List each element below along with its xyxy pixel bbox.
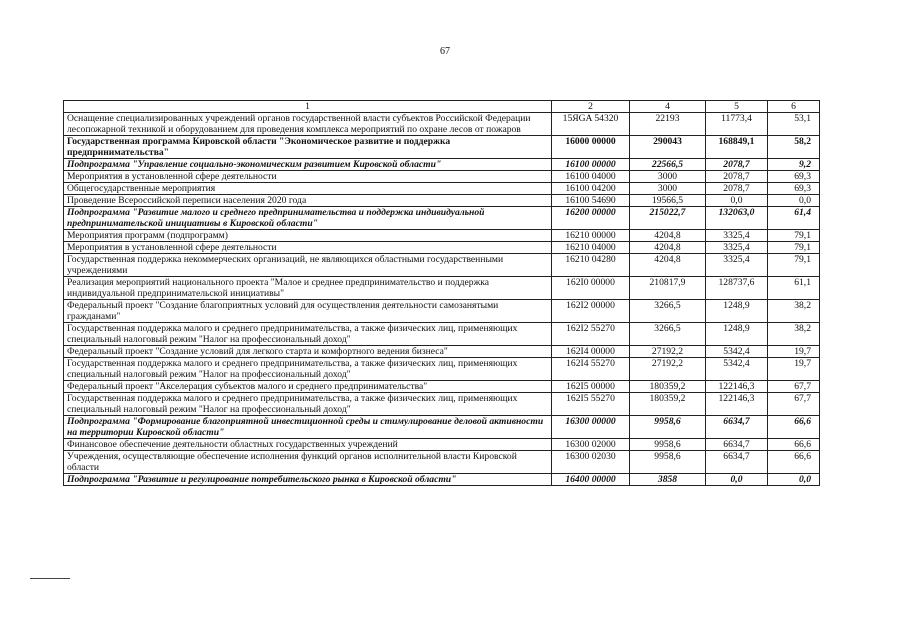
row-plan-cell: 4204,8 <box>630 242 706 254</box>
row-code-cell: 162I4 00000 <box>552 346 630 358</box>
row-percent-cell: 38,2 <box>768 300 820 323</box>
row-plan-cell: 3266,5 <box>630 323 706 346</box>
row-plan-cell: 27192,2 <box>630 346 706 358</box>
row-actual-cell: 1248,9 <box>706 300 768 323</box>
row-percent-cell: 79,1 <box>768 230 820 242</box>
row-plan-cell: 9958,6 <box>630 439 706 451</box>
row-plan-cell: 4204,8 <box>630 254 706 277</box>
row-actual-cell: 122146,3 <box>706 393 768 416</box>
row-name-cell: Подпрограмма "Развитие малого и среднего предпринимательства и поддержка индивидуальной предпринимательской инициативы в Кировской области" <box>64 207 552 230</box>
row-code-cell: 16100 04000 <box>552 171 630 183</box>
row-actual-cell: 5342,4 <box>706 346 768 358</box>
table-row <box>64 230 820 242</box>
table-row <box>64 254 820 277</box>
row-plan-cell: 9958,6 <box>630 416 706 439</box>
row-percent-cell: 67,7 <box>768 393 820 416</box>
row-percent-cell: 61,1 <box>768 277 820 300</box>
row-actual-cell: 11773,4 <box>706 113 768 136</box>
row-plan-cell: 22193 <box>630 113 706 136</box>
row-actual-cell: 3325,4 <box>706 242 768 254</box>
row-percent-cell: 0,0 <box>768 195 820 207</box>
row-name-cell: Федеральный проект "Создание благоприятных условий для осуществления деятельности самозанятыми гражданами" <box>64 300 552 323</box>
row-code-cell: 16300 02030 <box>552 451 630 474</box>
table-row <box>64 159 820 171</box>
row-plan-cell: 27192,2 <box>630 358 706 381</box>
row-code-cell: 162I2 55270 <box>552 323 630 346</box>
row-percent-cell: 69,3 <box>768 183 820 195</box>
header-col-2: 2 <box>552 101 630 113</box>
row-percent-cell: 69,3 <box>768 171 820 183</box>
row-plan-cell: 22566,5 <box>630 159 706 171</box>
row-plan-cell: 19566,5 <box>630 195 706 207</box>
row-name-cell: Подпрограмма "Управление социально-экономическим развитием Кировской области" <box>64 159 552 171</box>
row-actual-cell: 122146,3 <box>706 381 768 393</box>
row-code-cell: 162I5 55270 <box>552 393 630 416</box>
table-row <box>64 300 820 323</box>
table-row <box>64 207 820 230</box>
row-code-cell: 16400 00000 <box>552 474 630 486</box>
row-actual-cell: 2078,7 <box>706 171 768 183</box>
table-row <box>64 474 820 486</box>
row-percent-cell: 38,2 <box>768 323 820 346</box>
row-actual-cell: 2078,7 <box>706 183 768 195</box>
row-code-cell: 16200 00000 <box>552 207 630 230</box>
row-actual-cell: 6634,7 <box>706 451 768 474</box>
header-col-4: 4 <box>630 101 706 113</box>
row-percent-cell: 66,6 <box>768 416 820 439</box>
row-name-cell: Общегосударственные мероприятия <box>64 183 552 195</box>
row-plan-cell: 3858 <box>630 474 706 486</box>
row-name-cell: Мероприятия в установленной сфере деятельности <box>64 242 552 254</box>
table-row <box>64 136 820 159</box>
header-col-1: 1 <box>64 101 552 113</box>
row-name-cell: Государственная программа Кировской области "Экономическое развитие и поддержка предпринимательства" <box>64 136 552 159</box>
row-code-cell: 16210 04000 <box>552 242 630 254</box>
row-actual-cell: 132063,0 <box>706 207 768 230</box>
table-header-row <box>64 101 820 113</box>
row-actual-cell: 2078,7 <box>706 159 768 171</box>
row-plan-cell: 180359,2 <box>630 381 706 393</box>
table-row <box>64 113 820 136</box>
row-name-cell: Финансовое обеспечение деятельности областных государственных учреждений <box>64 439 552 451</box>
row-code-cell: 162I0 00000 <box>552 277 630 300</box>
row-code-cell: 16300 00000 <box>552 416 630 439</box>
row-name-cell: Государственная поддержка малого и среднего предпринимательства, а также физических лиц, применяющих специальный налоговый режим "Налог на профессиональный доход" <box>64 323 552 346</box>
header-col-6: 6 <box>768 101 820 113</box>
row-plan-cell: 290043 <box>630 136 706 159</box>
row-percent-cell: 61,4 <box>768 207 820 230</box>
row-plan-cell: 3266,5 <box>630 300 706 323</box>
row-name-cell: Мероприятия в установленной сфере деятельности <box>64 171 552 183</box>
row-actual-cell: 6634,7 <box>706 416 768 439</box>
table-row <box>64 393 820 416</box>
row-name-cell: Государственная поддержка малого и среднего предпринимательства, а также физических лиц, применяющих специальный налоговый режим "Налог на профессиональный доход" <box>64 393 552 416</box>
row-actual-cell: 0,0 <box>706 195 768 207</box>
table-row <box>64 183 820 195</box>
row-actual-cell: 168849,1 <box>706 136 768 159</box>
header-col-5: 5 <box>706 101 768 113</box>
row-name-cell: Подпрограмма "Развитие и регулирование потребительского рынка в Кировской области" <box>64 474 552 486</box>
row-code-cell: 16300 02000 <box>552 439 630 451</box>
row-code-cell: 16100 54690 <box>552 195 630 207</box>
row-plan-cell: 3000 <box>630 171 706 183</box>
table-row <box>64 358 820 381</box>
margin-mark <box>30 578 70 579</box>
page-number: 67 <box>440 46 450 57</box>
table-row <box>64 451 820 474</box>
table-row <box>64 195 820 207</box>
row-code-cell: 162I5 00000 <box>552 381 630 393</box>
row-percent-cell: 19,7 <box>768 346 820 358</box>
row-actual-cell: 6634,7 <box>706 439 768 451</box>
table-row <box>64 439 820 451</box>
row-code-cell: 162I4 55270 <box>552 358 630 381</box>
row-percent-cell: 9,2 <box>768 159 820 171</box>
row-name-cell: Федеральный проект "Акселерация субъектов малого и среднего предпринимательства" <box>64 381 552 393</box>
row-plan-cell: 9958,6 <box>630 451 706 474</box>
table-row <box>64 416 820 439</box>
row-actual-cell: 5342,4 <box>706 358 768 381</box>
row-actual-cell: 0,0 <box>706 474 768 486</box>
row-percent-cell: 66,6 <box>768 439 820 451</box>
row-code-cell: 16000 00000 <box>552 136 630 159</box>
row-actual-cell: 3325,4 <box>706 254 768 277</box>
row-percent-cell: 58,2 <box>768 136 820 159</box>
row-plan-cell: 215022,7 <box>630 207 706 230</box>
row-percent-cell: 0,0 <box>768 474 820 486</box>
row-plan-cell: 3000 <box>630 183 706 195</box>
row-code-cell: 16210 04280 <box>552 254 630 277</box>
row-actual-cell: 1248,9 <box>706 323 768 346</box>
row-name-cell: Мероприятия программ (подпрограмм) <box>64 230 552 242</box>
table-row <box>64 242 820 254</box>
table-row <box>64 323 820 346</box>
row-percent-cell: 79,1 <box>768 254 820 277</box>
row-code-cell: 16100 00000 <box>552 159 630 171</box>
table-row <box>64 346 820 358</box>
row-percent-cell: 79,1 <box>768 242 820 254</box>
table-row <box>64 171 820 183</box>
row-plan-cell: 210817,9 <box>630 277 706 300</box>
row-name-cell: Реализация мероприятий национального проекта "Малое и среднее предпринимательство и поддержка индивидуальной предпринимательской инициативы" <box>64 277 552 300</box>
row-code-cell: 16100 04200 <box>552 183 630 195</box>
row-percent-cell: 19,7 <box>768 358 820 381</box>
row-actual-cell: 128737,6 <box>706 277 768 300</box>
row-percent-cell: 53,1 <box>768 113 820 136</box>
budget-table <box>63 100 820 486</box>
row-code-cell: 16210 00000 <box>552 230 630 242</box>
table-row <box>64 277 820 300</box>
row-plan-cell: 4204,8 <box>630 230 706 242</box>
table-body <box>64 113 820 486</box>
row-code-cell: 162I2 00000 <box>552 300 630 323</box>
row-actual-cell: 3325,4 <box>706 230 768 242</box>
table-row <box>64 381 820 393</box>
row-name-cell: Подпрограмма "Формирование благоприятной инвестиционной среды и стимулирование деловой активности на территории Кировской области" <box>64 416 552 439</box>
row-name-cell: Проведение Всероссийской переписи населения 2020 года <box>64 195 552 207</box>
row-name-cell: Оснащение специализированных учреждений органов государственной власти субъектов Российской Федерации лесопожарной техникой и оборудованием для проведения комплекса мероприятий по охране лесов от пожаров <box>64 113 552 136</box>
row-percent-cell: 67,7 <box>768 381 820 393</box>
row-name-cell: Учреждения, осуществляющие обеспечение исполнения функций органов исполнительной власти Кировской области <box>64 451 552 474</box>
row-name-cell: Государственная поддержка малого и среднего предпринимательства, а также физических лиц, применяющих специальный налоговый режим "Налог на профессиональный доход" <box>64 358 552 381</box>
row-name-cell: Федеральный проект "Создание условий для легкого старта и комфортного ведения бизнеса" <box>64 346 552 358</box>
row-code-cell: 15ЯGA 54320 <box>552 113 630 136</box>
row-name-cell: Государственная поддержка некоммерческих организаций, не являющихся областными государственными учреждениями <box>64 254 552 277</box>
row-percent-cell: 66,6 <box>768 451 820 474</box>
row-plan-cell: 180359,2 <box>630 393 706 416</box>
